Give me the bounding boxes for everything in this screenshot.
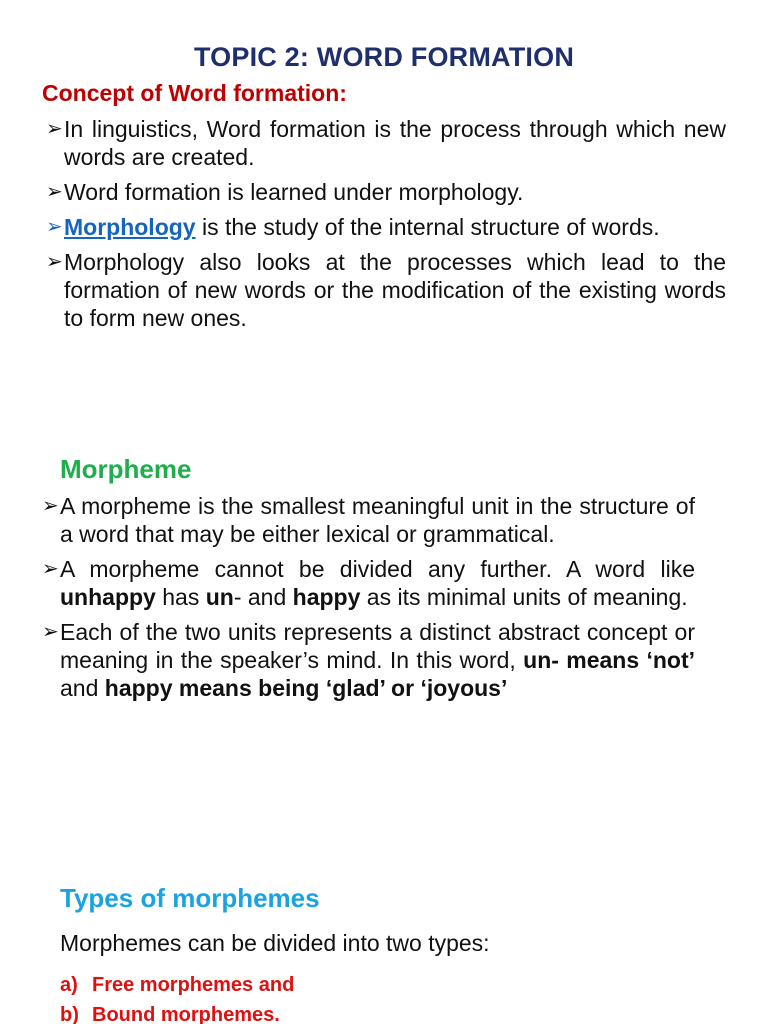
bullet-text: and bbox=[60, 675, 105, 701]
concept-bullet-list bbox=[46, 115, 726, 339]
bullet-text: A morpheme is the smallest meaningful unit in the structure of a word that may be either lexical or grammatical. bbox=[60, 493, 695, 547]
types-intro: Morphemes can be divided into two types: bbox=[60, 930, 490, 956]
morphology-link[interactable]: Morphology bbox=[64, 214, 196, 240]
list-item bbox=[42, 555, 695, 611]
morpheme-heading: Morpheme bbox=[60, 454, 192, 484]
list-item bbox=[46, 248, 726, 332]
arrowhead-bullet-icon: ➢ bbox=[46, 118, 63, 140]
list-item-label: a) bbox=[60, 974, 78, 996]
bold-term: un- means ‘not’ bbox=[523, 647, 695, 673]
list-item-text: Free morphemes and bbox=[92, 974, 295, 996]
arrowhead-bullet-icon: ➢ bbox=[42, 495, 59, 517]
bullet-text: has bbox=[155, 584, 206, 610]
list-item bbox=[46, 115, 726, 171]
arrowhead-bullet-icon: ➢ bbox=[46, 181, 63, 203]
bold-term: happy means being ‘glad’ or ‘joyous’ bbox=[104, 675, 508, 701]
list-item-text: Bound morphemes. bbox=[92, 1004, 280, 1024]
bullet-text: - and bbox=[233, 584, 293, 610]
list-item bbox=[46, 213, 726, 241]
morpheme-bullet-list bbox=[42, 492, 695, 709]
bullet-text: Each of the two units represents a distinct abstract concept or meaning in the speaker’s mind. In this word, bbox=[60, 619, 695, 673]
page-title: TOPIC 2: WORD FORMATION bbox=[193, 42, 575, 72]
types-heading: Types of morphemes bbox=[60, 883, 320, 913]
list-item bbox=[60, 970, 294, 1000]
bullet-text: A morpheme cannot be divided any further. A word like bbox=[60, 556, 695, 582]
bold-term: un bbox=[205, 584, 234, 610]
list-item-label: b) bbox=[60, 1004, 79, 1024]
types-list bbox=[60, 970, 294, 1024]
list-item bbox=[60, 1000, 294, 1024]
list-item bbox=[42, 618, 695, 702]
list-item bbox=[46, 178, 726, 206]
arrowhead-bullet-icon: ➢ bbox=[46, 216, 63, 238]
bold-term: happy bbox=[292, 584, 361, 610]
list-item bbox=[42, 492, 695, 548]
bullet-text: as its minimal units of meaning. bbox=[360, 584, 688, 610]
concept-heading: Concept of Word formation: bbox=[42, 80, 347, 106]
bullet-text: In linguistics, Word formation is the process through which new words are created. bbox=[64, 116, 726, 170]
bullet-text: Morphology also looks at the processes which lead to the formation of new words or the modification of the existing words to form new ones. bbox=[64, 249, 726, 331]
arrowhead-bullet-icon: ➢ bbox=[46, 251, 63, 273]
bullet-text: is the study of the internal structure of words. bbox=[195, 214, 660, 240]
bullet-text: Word formation is learned under morphology. bbox=[64, 179, 524, 205]
arrowhead-bullet-icon: ➢ bbox=[42, 558, 59, 580]
bold-term: unhappy bbox=[60, 584, 156, 610]
arrowhead-bullet-icon: ➢ bbox=[42, 621, 59, 643]
